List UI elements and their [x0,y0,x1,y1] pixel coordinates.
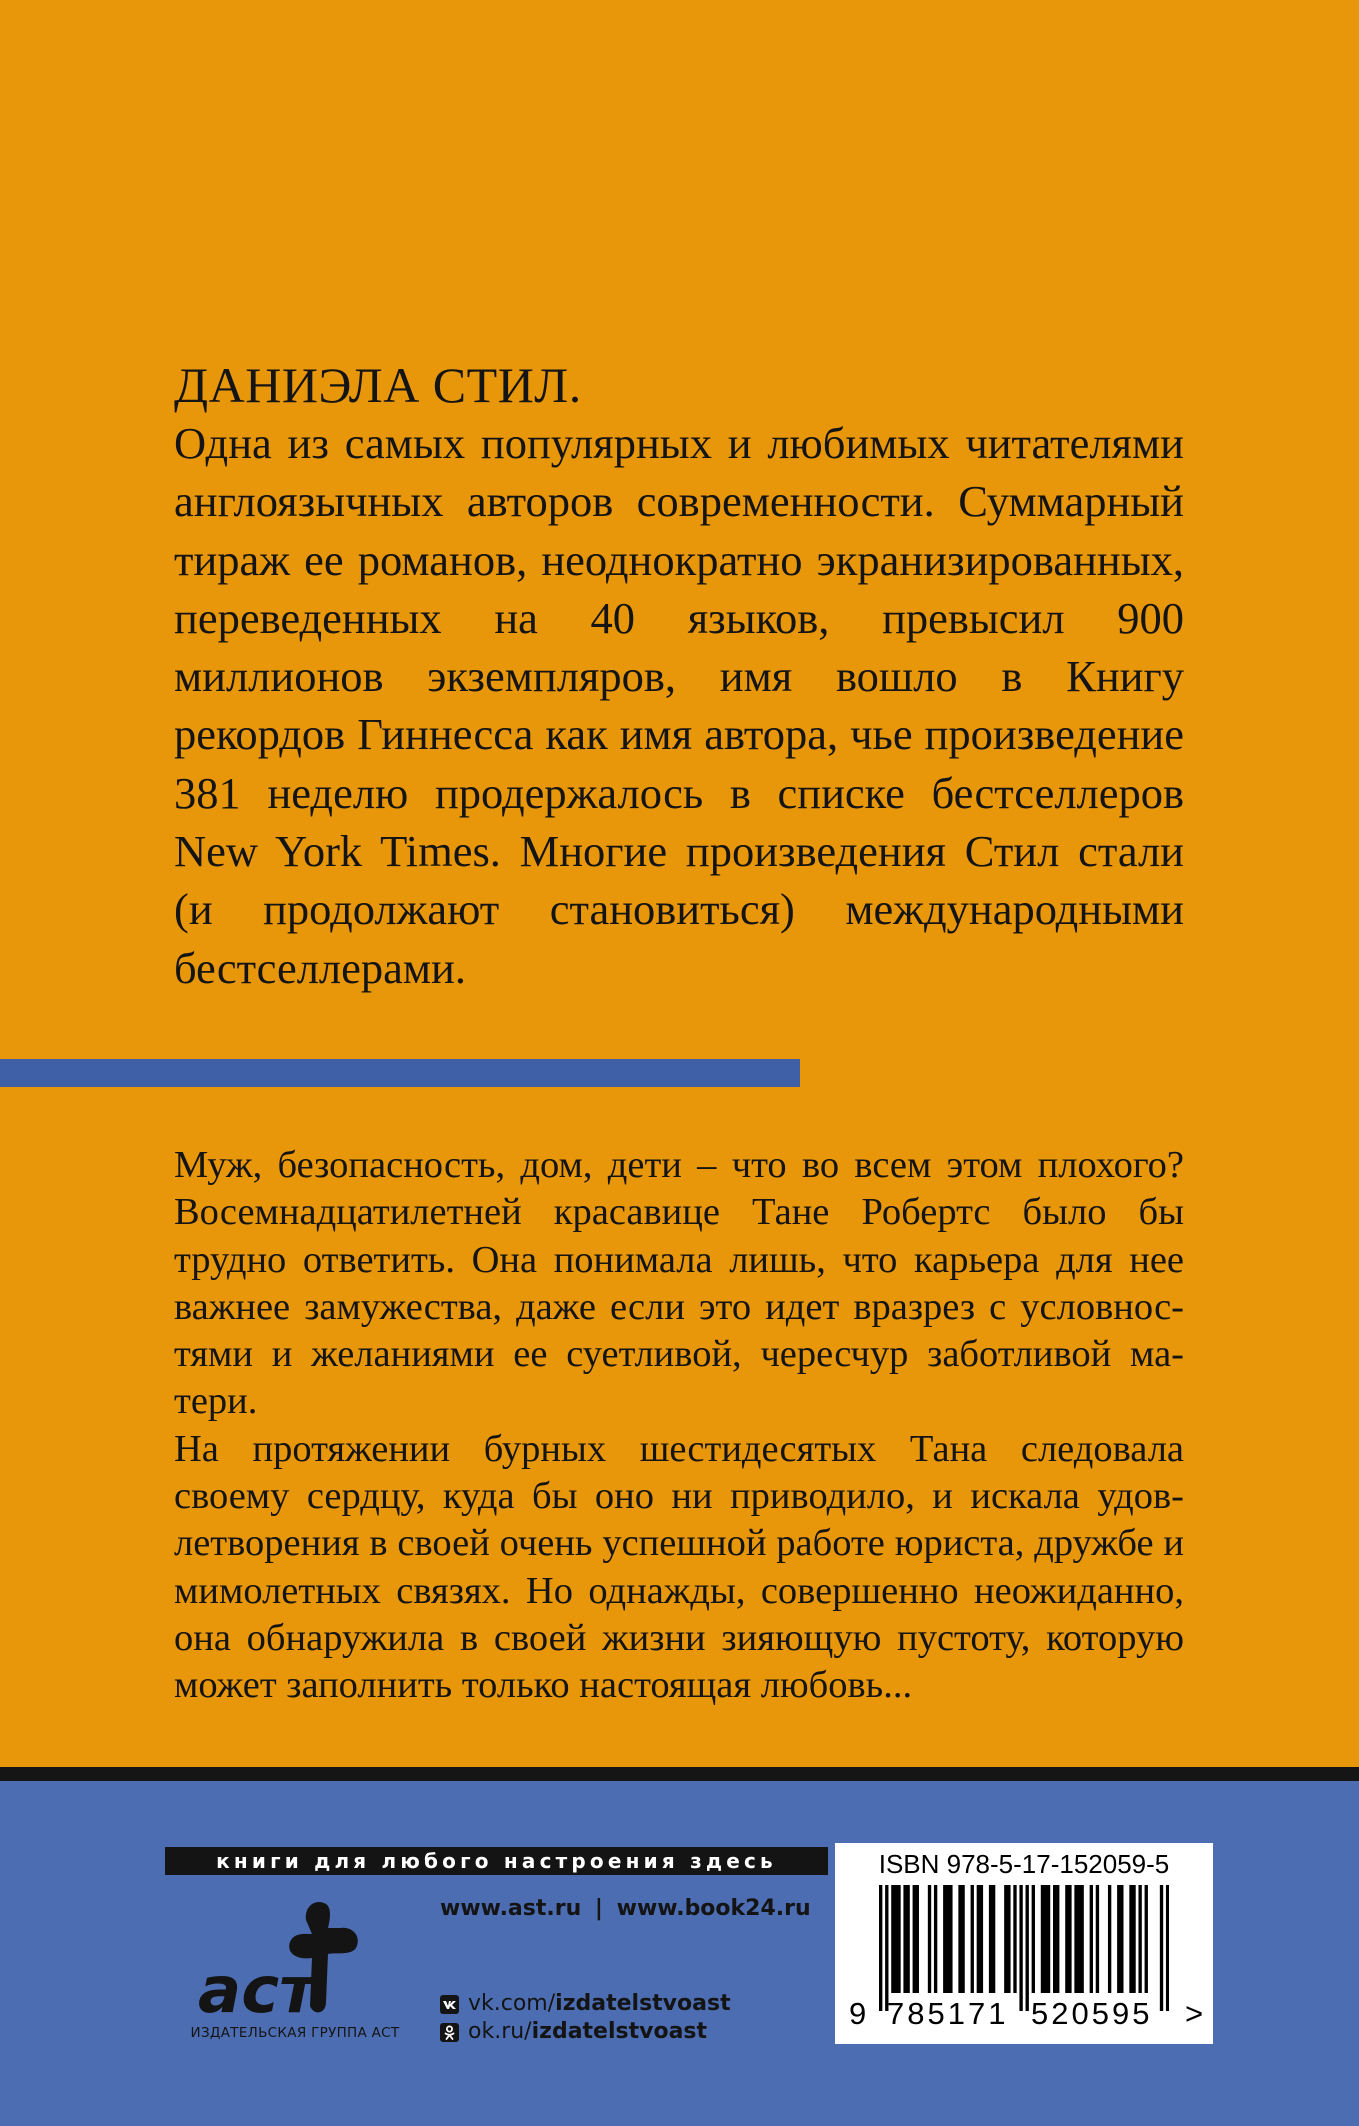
barcode-bar [946,1885,949,1993]
social-links [440,1990,731,2046]
barcode-bar [934,1885,937,1993]
ok-icon [440,2023,459,2042]
vk-domain: vk.com/ [468,1991,556,2016]
barcode-bar [1132,1885,1135,1993]
barcode-bar [897,1885,900,1993]
book-blurb [174,1142,1184,1710]
footer-rule [0,1767,1359,1781]
barcode-digits-left: 785171 [887,1996,1009,2031]
barcode-bar [1096,1885,1099,1993]
barcode-bar [1041,1885,1044,1993]
social-link-ok[interactable] [440,2018,731,2046]
barcode-bar [1056,1885,1059,1993]
barcode-bar [1120,1885,1123,1993]
barcode-bar [1047,1885,1050,1993]
barcode-bar [1053,1885,1056,1993]
barcode-bar [1068,1885,1071,1993]
barcode-bar [943,1885,946,1993]
barcode-bar [885,1885,888,2011]
barcode-bar [1117,1885,1120,1993]
barcode-bar [971,1885,974,1993]
barcode-bar [1080,1885,1083,1993]
barcode-bar [992,1885,995,1993]
vk-icon [440,1995,459,2014]
barcode-bar [1129,1885,1132,1993]
site-link-book24[interactable]: www.book24.ru [616,1896,811,1921]
barcode-bar [949,1885,952,1993]
barcode [879,1885,1169,2011]
barcode-bar [958,1885,961,1993]
barcode-bar [1160,1885,1163,2011]
barcode-digits [835,1996,1213,2036]
barcode-bar [1166,1885,1169,2011]
barcode-bar [980,1885,983,1993]
barcode-bar [1019,1885,1022,2011]
barcode-bar [906,1885,909,1993]
website-links [440,1896,811,1921]
publisher-caption: ИЗДАТЕЛЬСКАЯ ГРУППА АСТ [190,2025,400,2041]
barcode-bar [879,1885,882,2011]
barcode-bar [1013,1885,1016,1993]
ok-domain: ok.ru/ [468,2019,532,2044]
barcode-bar [1004,1885,1007,1993]
author-bio: Одна из самых популярных и любимых читателями англоязычных авторов современности. Суммарный тираж ее романов, неоднократно экранизированных, переведенных на 40 языков, превысил 900 миллионов экземпляров, имя вошло в Книгу рекордов Гиннесса как имя автора, чье произведение 381 неделю продержалось в списке бестселлеров New York Times. Многие произведения Стил стали (и продолжают становиться) международными бестселлерами. [174,418,1184,993]
barcode-bar [1077,1885,1080,1993]
author-section [174,356,1184,997]
author-name: ДАНИЭЛА СТИЛ. [174,357,582,413]
barcode-bar [1108,1885,1111,1993]
tagline-bar: книги для любого настроения здесь [165,1847,828,1875]
barcode-bar [1145,1885,1148,1993]
barcode-bar [977,1885,980,1993]
vk-handle: izdatelstvoast [555,1991,731,2016]
barcode-bar [1007,1885,1010,1993]
social-link-vk[interactable] [440,1990,731,2018]
isbn-label: ISBN 978-5-17-152059-5 [878,1849,1170,1879]
barcode-bar [1032,1885,1035,1993]
barcode-digits-right: 520595 [1031,1996,1153,2031]
barcode-bar [913,1885,916,1993]
barcode-bar [916,1885,919,1993]
barcode-bar [1090,1885,1093,1993]
blurb-paragraph-2: На протяжении бурных шестидесятых Тана следовала своему сердцу, куда бы оно ни приводило, и искала удовлетворения в своей очень успешной работе юриста, дружбе и мимолетных связях. Но однажды, совершенно неожиданно, она обнаружила в своей жизни зияющую пустоту, которую может заполнить только настоящая любовь... [174,1427,1184,1707]
site-separator: | [594,1896,603,1921]
barcode-digit-lead: 9 [849,1996,870,2031]
blue-divider-bar [0,1059,800,1087]
logo-text: аст [198,1954,317,2028]
barcode-bar [989,1885,992,1993]
barcode-bar [1138,1885,1141,1993]
barcode-bar [928,1885,931,1993]
barcode-bar [961,1885,964,1993]
barcode-bar [894,1885,897,1993]
isbn-barcode-box [835,1843,1213,2044]
ok-handle: izdatelstvoast [531,2019,708,2044]
barcode-bar [1044,1885,1047,1993]
barcode-quiet-mark: > [1185,1996,1207,2031]
barcode-bar [903,1885,906,1993]
ast-logo [190,1892,410,2042]
barcode-bar [1074,1885,1077,1993]
site-link-ast[interactable]: www.ast.ru [440,1896,582,1921]
barcode-bar [891,1885,894,1993]
blurb-paragraph-1: Муж, безопасность, дом, дети – что во всем этом плохого? Восемнадцатилетней красавице Тане Робертс было бы трудно ответить. Она понимала лишь, что карьера для нее важнее замужества, даже если это идет вразрез с условностями и желаниями ее суетливой, чересчур заботливой матери. [174,1144,1184,1423]
barcode-bar [1026,1885,1029,2011]
barcode-bar [1065,1885,1068,1993]
